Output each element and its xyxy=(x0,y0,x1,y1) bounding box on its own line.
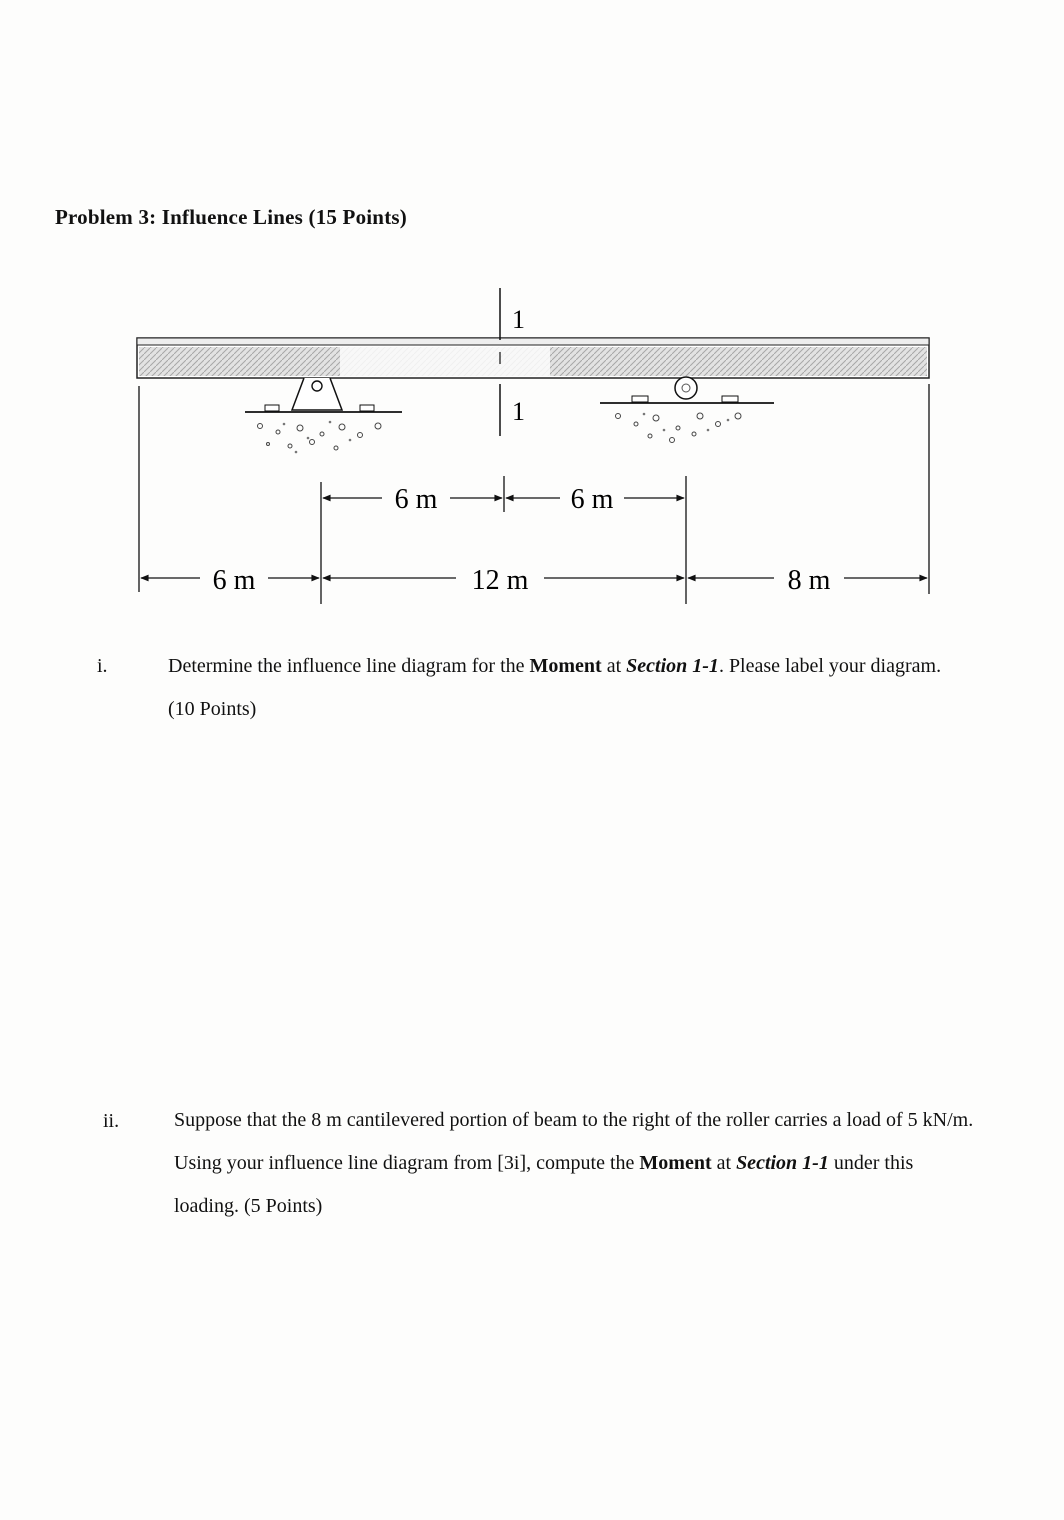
q2-text-a: Suppose that the 8 m cantilevered portion of beam to the right of the roller carries a load of 5 kN/m. Using your influence line diagram from [3i], compute the xyxy=(174,1109,974,1174)
q2-moment: Moment xyxy=(639,1152,712,1174)
question-2-text xyxy=(174,1099,974,1228)
dim-lower-middle: 12 m xyxy=(471,565,529,596)
dim-upper-right: 6 m xyxy=(570,484,614,515)
question-2-number: ii. xyxy=(103,1110,120,1132)
dim-upper-left: 6 m xyxy=(394,484,438,515)
q1-text-a: Determine the influence line diagram for the xyxy=(168,655,530,677)
beam-figure xyxy=(0,0,1064,640)
section-label-bottom: 1 xyxy=(512,397,525,426)
q2-section: Section 1-1 xyxy=(736,1152,829,1174)
q1-moment: Moment xyxy=(529,655,602,677)
beam xyxy=(137,338,929,378)
question-1-number: i. xyxy=(97,655,108,677)
q1-text-b: at xyxy=(601,655,627,677)
q2-text-b: at xyxy=(711,1152,737,1174)
problem-title: Problem 3: Influence Lines (15 Points) xyxy=(55,205,407,229)
q2-text-c: under this loading. (5 Points) xyxy=(174,1152,914,1217)
dim-lower-left: 6 m xyxy=(212,565,256,596)
pin-support xyxy=(245,378,402,453)
question-1-text xyxy=(168,645,958,731)
section-label-top: 1 xyxy=(512,305,525,334)
dim-lower-right: 8 m xyxy=(787,565,831,596)
q1-section: Section 1-1 xyxy=(626,655,719,677)
roller-support xyxy=(600,377,774,443)
q1-text-c: . Please label your diagram. (10 Points) xyxy=(168,655,942,720)
